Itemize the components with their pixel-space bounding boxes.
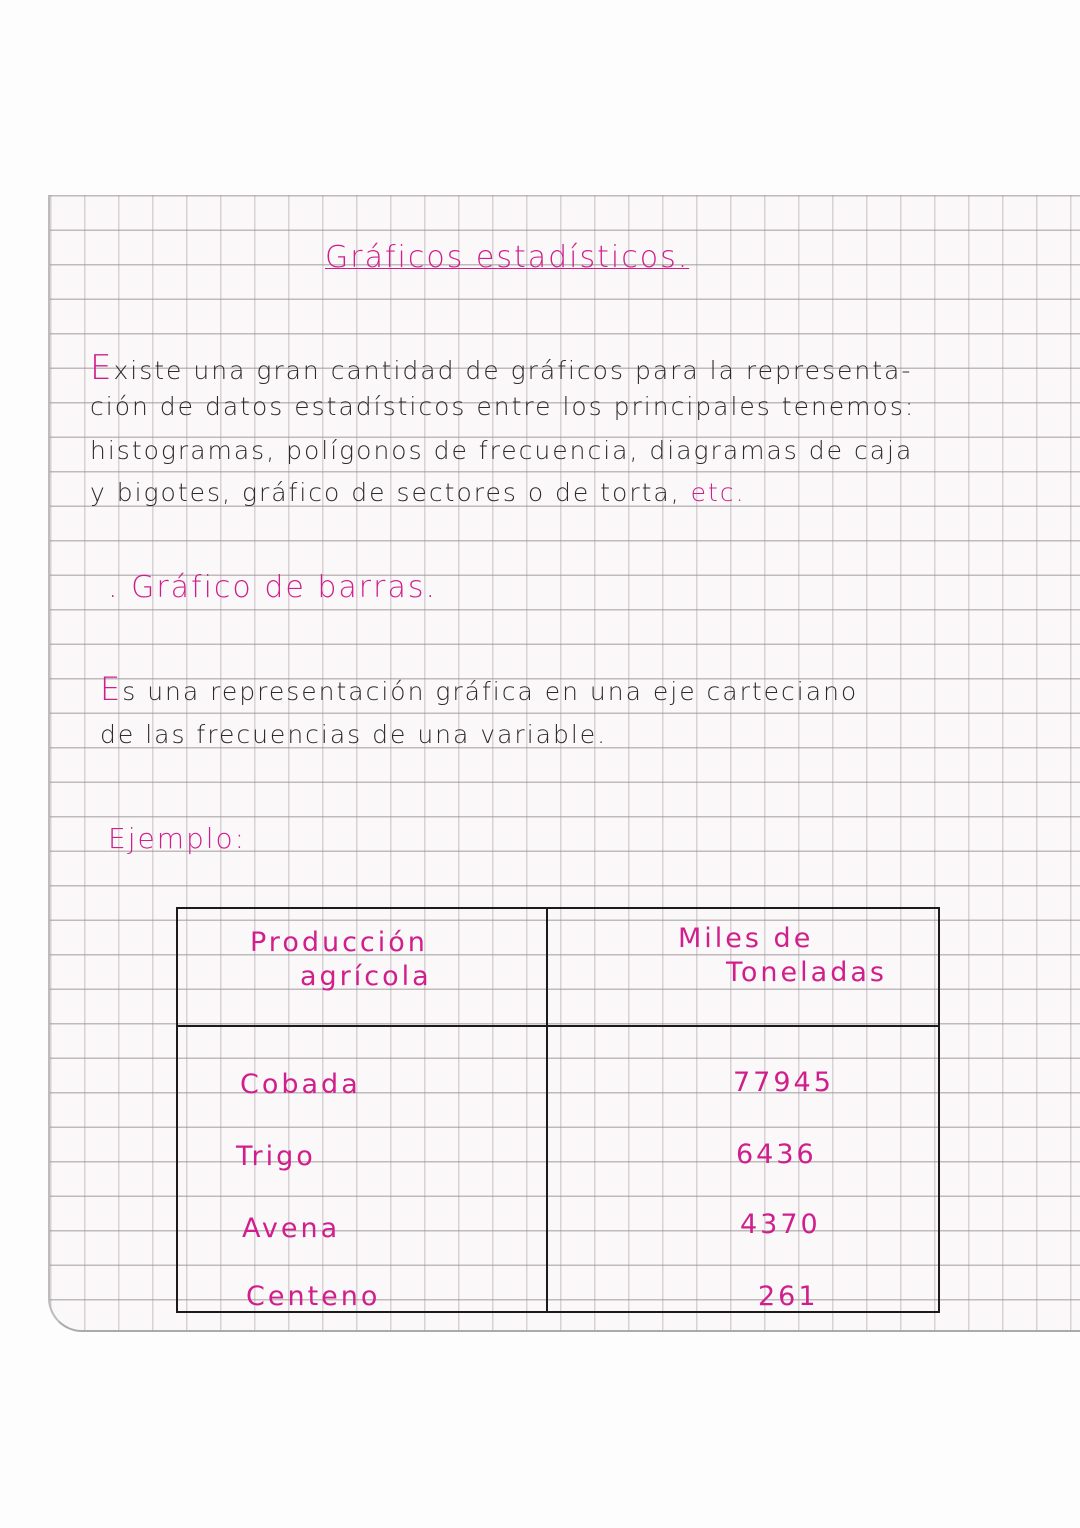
table-row-crop: Cobada [240,1069,361,1100]
section-heading: . Gráfico de barras. [108,570,437,605]
initial-letter: E [90,348,114,388]
table-row-value: 77945 [733,1067,834,1098]
header-value-line2: Toneladas [726,957,887,988]
intro-text: xiste una gran cantidad de gráficos para la representa- [113,356,913,385]
table-row-value: 261 [758,1281,819,1312]
table-row-crop: Centeno [246,1281,381,1312]
data-table [176,907,940,1313]
intro-line-2: ción de datos estadísticos entre los principales tenemos: [90,392,916,421]
header-divider [178,1025,938,1027]
header-value-line1: Miles de [678,923,814,954]
intro-line-3: histogramas, polígonos de frecuencia, diagramas de caja [90,436,914,465]
table-row-value: 4370 [740,1209,821,1240]
table-row-value: 6436 [736,1139,817,1170]
column-divider [546,909,548,1311]
intro-text: y bigotes, gráfico de sectores o de torta, [90,478,691,507]
intro-line-4 [90,478,746,507]
table-row-crop: Trigo [236,1141,316,1172]
intro-line-1 [90,348,912,388]
definition-text: s una representación gráfica en una eje carteciano [122,677,859,706]
page-title: Gráficos estadísticos. [325,240,690,275]
table-row-crop: Avena [242,1213,341,1244]
header-crop-line2: agrícola [300,961,432,992]
definition-line-1 [100,670,858,708]
initial-letter: E [100,670,123,708]
example-label: Ejemplo: [108,822,247,855]
header-crop-line1: Producción [250,927,428,958]
definition-line-2: de las frecuencias de una variable. [100,720,608,749]
etc-text: etc. [690,478,746,507]
